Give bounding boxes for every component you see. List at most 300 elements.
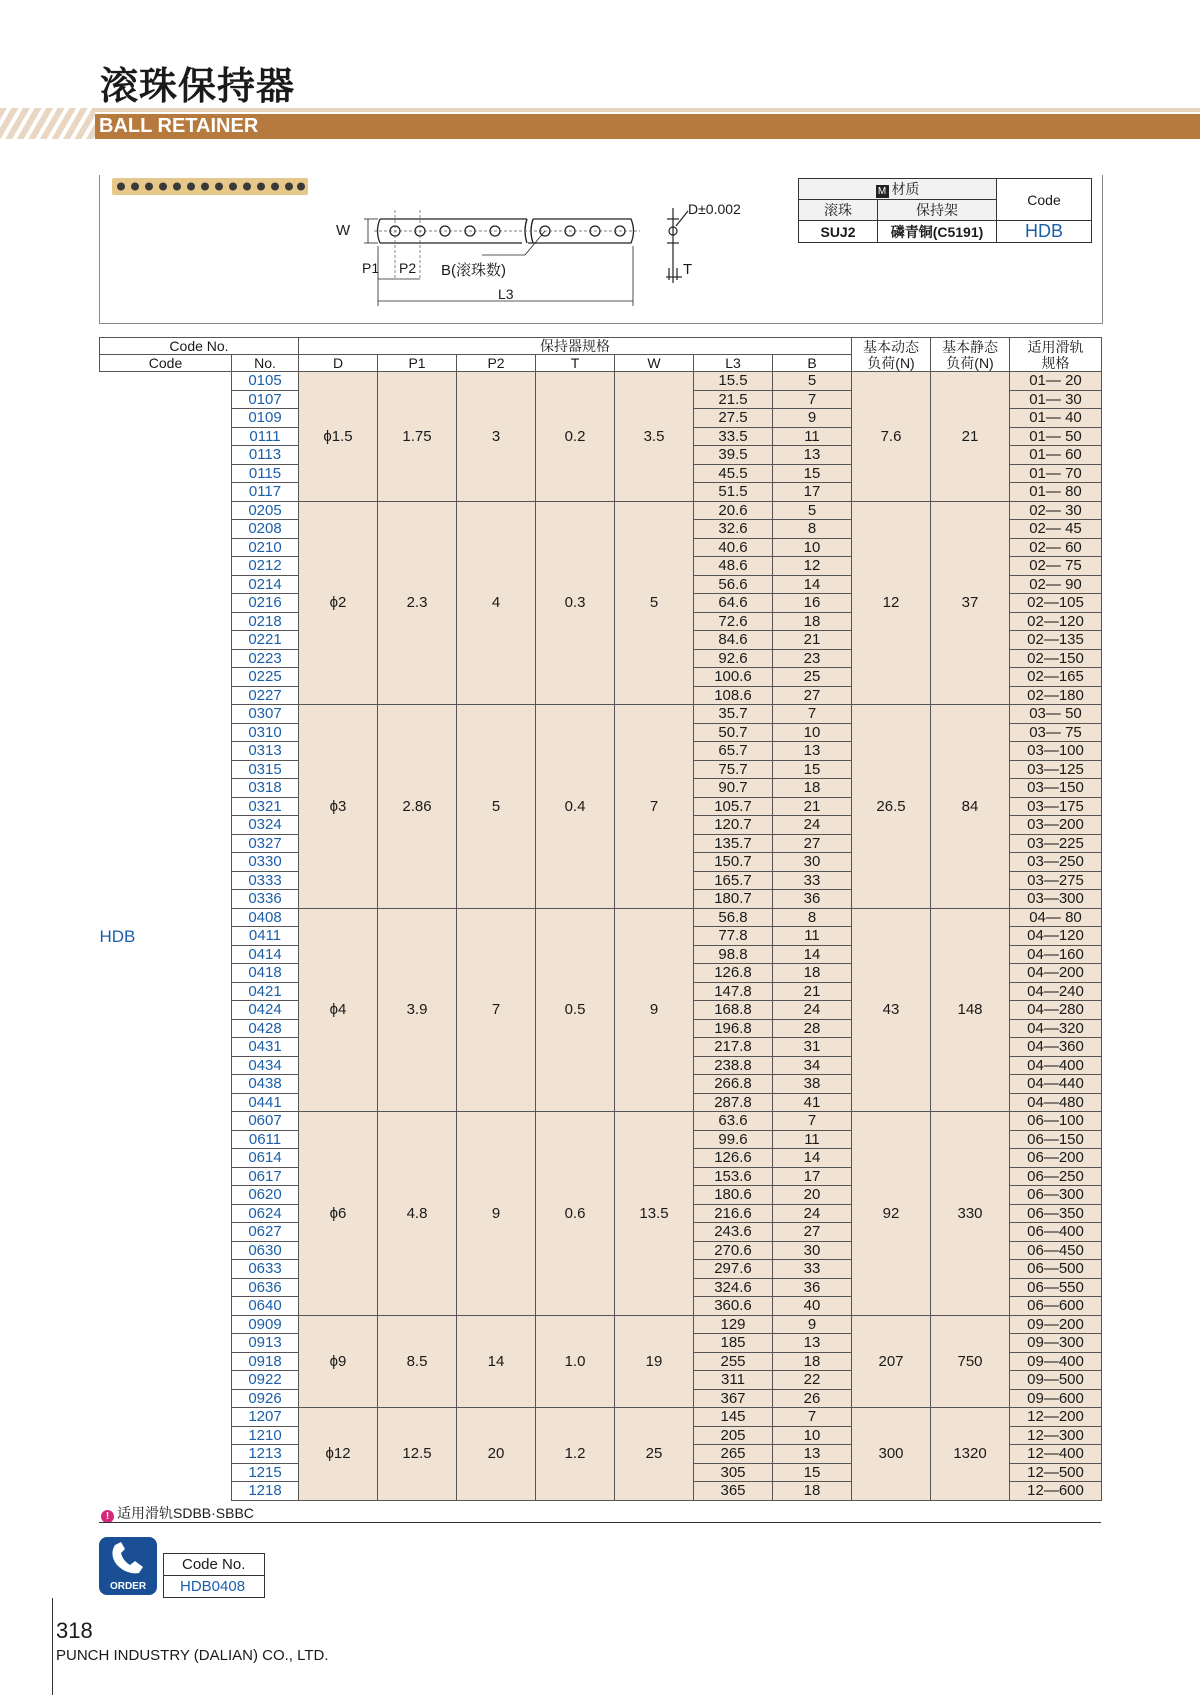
label-l3: L3 bbox=[498, 286, 514, 302]
length-l3: 367 bbox=[694, 1389, 773, 1408]
rail-spec: 04—160 bbox=[1010, 945, 1102, 964]
part-number: 0414 bbox=[232, 945, 299, 964]
part-number: 0205 bbox=[232, 501, 299, 520]
ball-count: 13 bbox=[773, 742, 852, 761]
ball-count: 11 bbox=[773, 927, 852, 946]
cage-header: 保持架 bbox=[878, 200, 997, 221]
ball-count: 14 bbox=[773, 575, 852, 594]
rail-spec: 06—200 bbox=[1010, 1149, 1102, 1168]
ball-count: 18 bbox=[773, 779, 852, 798]
length-l3: 217.8 bbox=[694, 1038, 773, 1057]
company-name: PUNCH INDUSTRY (DALIAN) CO., LTD. bbox=[56, 1647, 329, 1664]
rail-spec: 04—320 bbox=[1010, 1019, 1102, 1038]
pitch-p2: 5 bbox=[457, 705, 536, 909]
rail-spec: 06—500 bbox=[1010, 1260, 1102, 1279]
rail-spec: 03—100 bbox=[1010, 742, 1102, 761]
length-l3: 147.8 bbox=[694, 982, 773, 1001]
label-ball-count: B(滚珠数) bbox=[441, 262, 506, 279]
rail-spec: 01— 70 bbox=[1010, 464, 1102, 483]
ball-count: 30 bbox=[773, 853, 852, 872]
part-number: 0318 bbox=[232, 779, 299, 798]
length-l3: 72.6 bbox=[694, 612, 773, 631]
thickness: 1.2 bbox=[536, 1408, 615, 1501]
rail-spec: 06—300 bbox=[1010, 1186, 1102, 1205]
static-load: 330 bbox=[931, 1112, 1010, 1316]
part-number: 0333 bbox=[232, 871, 299, 890]
rail-spec: 04—240 bbox=[1010, 982, 1102, 1001]
rail-note-text: 适用滑轨SDBB·SBBC bbox=[117, 1505, 254, 1521]
rail-spec: 01— 30 bbox=[1010, 390, 1102, 409]
rail-spec: 06—400 bbox=[1010, 1223, 1102, 1242]
rail-spec: 01— 50 bbox=[1010, 427, 1102, 446]
part-number: 0620 bbox=[232, 1186, 299, 1205]
rail-spec: 06—150 bbox=[1010, 1130, 1102, 1149]
rail-spec: 01— 40 bbox=[1010, 409, 1102, 428]
length-l3: 40.6 bbox=[694, 538, 773, 557]
static-load: 21 bbox=[931, 372, 1010, 502]
rail-spec: 06—450 bbox=[1010, 1241, 1102, 1260]
header-band-light bbox=[0, 108, 1200, 112]
ball-count: 9 bbox=[773, 1315, 852, 1334]
info-icon: ! bbox=[101, 1510, 114, 1523]
label-p2: P2 bbox=[399, 260, 417, 276]
length-l3: 129 bbox=[694, 1315, 773, 1334]
ball-count: 30 bbox=[773, 1241, 852, 1260]
thickness: 1.0 bbox=[536, 1315, 615, 1408]
ball-count: 26 bbox=[773, 1389, 852, 1408]
rail-spec: 02— 30 bbox=[1010, 501, 1102, 520]
ball-count: 24 bbox=[773, 1204, 852, 1223]
part-number: 0113 bbox=[232, 446, 299, 465]
table-row bbox=[100, 372, 1102, 391]
ball-count: 14 bbox=[773, 945, 852, 964]
length-l3: 311 bbox=[694, 1371, 773, 1390]
no-header: No. bbox=[232, 355, 299, 372]
rail-spec: 06—600 bbox=[1010, 1297, 1102, 1316]
part-number: 0640 bbox=[232, 1297, 299, 1316]
part-number: 0630 bbox=[232, 1241, 299, 1260]
rail-spec: 12—200 bbox=[1010, 1408, 1102, 1427]
ball-count: 16 bbox=[773, 594, 852, 613]
static-load: 37 bbox=[931, 501, 1010, 705]
thickness: 0.2 bbox=[536, 372, 615, 502]
ball-count: 20 bbox=[773, 1186, 852, 1205]
rail-spec: 09—300 bbox=[1010, 1334, 1102, 1353]
part-number: 0428 bbox=[232, 1019, 299, 1038]
spec-table-body bbox=[100, 372, 1102, 1501]
label-diameter: D±0.002 bbox=[688, 201, 741, 217]
length-l3: 15.5 bbox=[694, 372, 773, 391]
width: 3.5 bbox=[615, 372, 694, 502]
pitch-p2: 4 bbox=[457, 501, 536, 705]
note-divider bbox=[99, 1522, 1101, 1523]
ball-count: 31 bbox=[773, 1038, 852, 1057]
ball-count: 18 bbox=[773, 612, 852, 631]
pitch-p1: 2.3 bbox=[378, 501, 457, 705]
w-header: W bbox=[615, 355, 694, 372]
ball-diameter: ϕ3 bbox=[299, 705, 378, 909]
length-l3: 243.6 bbox=[694, 1223, 773, 1242]
label-thickness: T bbox=[683, 261, 693, 278]
rail-spec: 04—400 bbox=[1010, 1056, 1102, 1075]
ball-count: 22 bbox=[773, 1371, 852, 1390]
length-l3: 165.7 bbox=[694, 871, 773, 890]
table-row bbox=[100, 1112, 1102, 1131]
series-code: HDB bbox=[99, 926, 136, 946]
length-l3: 65.7 bbox=[694, 742, 773, 761]
ball-count: 24 bbox=[773, 1001, 852, 1020]
label-w: W bbox=[336, 222, 351, 239]
part-number: 0315 bbox=[232, 760, 299, 779]
rail-spec: 03—175 bbox=[1010, 797, 1102, 816]
part-number: 0636 bbox=[232, 1278, 299, 1297]
rail-spec: 03—150 bbox=[1010, 779, 1102, 798]
length-l3: 196.8 bbox=[694, 1019, 773, 1038]
page-number: 318 bbox=[56, 1618, 93, 1643]
part-number: 0313 bbox=[232, 742, 299, 761]
pitch-p2: 9 bbox=[457, 1112, 536, 1316]
part-number: 0424 bbox=[232, 1001, 299, 1020]
ball-count: 8 bbox=[773, 520, 852, 539]
part-number: 0913 bbox=[232, 1334, 299, 1353]
ball-count: 36 bbox=[773, 1278, 852, 1297]
width: 7 bbox=[615, 705, 694, 909]
part-number: 0614 bbox=[232, 1149, 299, 1168]
part-number: 1207 bbox=[232, 1408, 299, 1427]
length-l3: 21.5 bbox=[694, 390, 773, 409]
part-number: 0627 bbox=[232, 1223, 299, 1242]
ball-count: 24 bbox=[773, 816, 852, 835]
length-l3: 153.6 bbox=[694, 1167, 773, 1186]
part-number: 0105 bbox=[232, 372, 299, 391]
part-number: 0227 bbox=[232, 686, 299, 705]
ball-retainer-photo bbox=[112, 176, 312, 198]
length-l3: 324.6 bbox=[694, 1278, 773, 1297]
length-l3: 20.6 bbox=[694, 501, 773, 520]
length-l3: 360.6 bbox=[694, 1297, 773, 1316]
part-number: 0607 bbox=[232, 1112, 299, 1131]
part-number: 0421 bbox=[232, 982, 299, 1001]
length-l3: 126.8 bbox=[694, 964, 773, 983]
rail-spec: 09—600 bbox=[1010, 1389, 1102, 1408]
table-row bbox=[100, 1315, 1102, 1334]
table-row bbox=[100, 705, 1102, 724]
dynamic-load: 300 bbox=[852, 1408, 931, 1501]
b-header: B bbox=[773, 355, 852, 372]
pitch-p1: 1.75 bbox=[378, 372, 457, 502]
ball-count: 7 bbox=[773, 705, 852, 724]
length-l3: 265 bbox=[694, 1445, 773, 1464]
part-number: 0310 bbox=[232, 723, 299, 742]
rail-spec: 04—480 bbox=[1010, 1093, 1102, 1112]
ball-diameter: ϕ1.5 bbox=[299, 372, 378, 502]
length-l3: 287.8 bbox=[694, 1093, 773, 1112]
rail-spec: 03— 75 bbox=[1010, 723, 1102, 742]
part-number: 0411 bbox=[232, 927, 299, 946]
length-l3: 98.8 bbox=[694, 945, 773, 964]
ball-diameter: ϕ9 bbox=[299, 1315, 378, 1408]
material-code: HDB bbox=[997, 221, 1092, 243]
ball-count: 5 bbox=[773, 372, 852, 391]
dynamic-load: 7.6 bbox=[852, 372, 931, 502]
length-l3: 150.7 bbox=[694, 853, 773, 872]
part-number: 0218 bbox=[232, 612, 299, 631]
ball-count: 27 bbox=[773, 834, 852, 853]
code-header: Code bbox=[100, 355, 232, 372]
p2-header: P2 bbox=[457, 355, 536, 372]
part-number: 0307 bbox=[232, 705, 299, 724]
order-code-value: HDB0408 bbox=[164, 1575, 264, 1597]
ball-count: 15 bbox=[773, 464, 852, 483]
part-number: 0418 bbox=[232, 964, 299, 983]
length-l3: 33.5 bbox=[694, 427, 773, 446]
length-l3: 75.7 bbox=[694, 760, 773, 779]
rail-spec: 01— 60 bbox=[1010, 446, 1102, 465]
length-l3: 84.6 bbox=[694, 631, 773, 650]
part-number: 0212 bbox=[232, 557, 299, 576]
rail-spec: 02— 75 bbox=[1010, 557, 1102, 576]
pitch-p1: 8.5 bbox=[378, 1315, 457, 1408]
length-l3: 305 bbox=[694, 1463, 773, 1482]
rail-spec: 06—100 bbox=[1010, 1112, 1102, 1131]
ball-count: 8 bbox=[773, 908, 852, 927]
part-number: 0223 bbox=[232, 649, 299, 668]
length-l3: 255 bbox=[694, 1352, 773, 1371]
dynamic-load: 92 bbox=[852, 1112, 931, 1316]
ball-diameter: ϕ6 bbox=[299, 1112, 378, 1316]
part-number: 0210 bbox=[232, 538, 299, 557]
part-number: 0330 bbox=[232, 853, 299, 872]
length-l3: 120.7 bbox=[694, 816, 773, 835]
part-number: 0918 bbox=[232, 1352, 299, 1371]
rail-spec: 06—350 bbox=[1010, 1204, 1102, 1223]
rail-spec: 02—165 bbox=[1010, 668, 1102, 687]
pitch-p1: 12.5 bbox=[378, 1408, 457, 1501]
rail-spec: 02— 45 bbox=[1010, 520, 1102, 539]
ball-count: 36 bbox=[773, 890, 852, 909]
part-number: 0633 bbox=[232, 1260, 299, 1279]
ball-count: 9 bbox=[773, 409, 852, 428]
part-number: 1215 bbox=[232, 1463, 299, 1482]
part-number: 0926 bbox=[232, 1389, 299, 1408]
part-number: 0909 bbox=[232, 1315, 299, 1334]
ball-count: 18 bbox=[773, 964, 852, 983]
ball-count: 41 bbox=[773, 1093, 852, 1112]
code-header: Code bbox=[997, 179, 1092, 221]
length-l3: 51.5 bbox=[694, 483, 773, 502]
thickness: 0.5 bbox=[536, 908, 615, 1112]
ball-count: 18 bbox=[773, 1352, 852, 1371]
length-l3: 108.6 bbox=[694, 686, 773, 705]
pitch-p2: 7 bbox=[457, 908, 536, 1112]
rail-note bbox=[101, 1503, 254, 1523]
part-number: 0214 bbox=[232, 575, 299, 594]
ball-count: 11 bbox=[773, 427, 852, 446]
length-l3: 238.8 bbox=[694, 1056, 773, 1075]
pitch-p2: 20 bbox=[457, 1408, 536, 1501]
length-l3: 77.8 bbox=[694, 927, 773, 946]
pitch-p1: 2.86 bbox=[378, 705, 457, 909]
spec-header: 保持器规格 bbox=[299, 338, 852, 355]
ball-count: 17 bbox=[773, 1167, 852, 1186]
t-header: T bbox=[536, 355, 615, 372]
order-code-label: Code No. bbox=[182, 1556, 246, 1573]
rail-spec: 12—300 bbox=[1010, 1426, 1102, 1445]
rail-spec: 04—200 bbox=[1010, 964, 1102, 983]
static-load: 1320 bbox=[931, 1408, 1010, 1501]
rail-spec: 09—200 bbox=[1010, 1315, 1102, 1334]
dynamic-load: 43 bbox=[852, 908, 931, 1112]
ball-count: 34 bbox=[773, 1056, 852, 1075]
dynamic-load: 26.5 bbox=[852, 705, 931, 909]
ball-count: 13 bbox=[773, 446, 852, 465]
length-l3: 266.8 bbox=[694, 1075, 773, 1094]
rail-spec: 06—550 bbox=[1010, 1278, 1102, 1297]
width: 5 bbox=[615, 501, 694, 705]
page-title: 滚珠保持器 bbox=[100, 66, 296, 108]
table-row bbox=[100, 1408, 1102, 1427]
rail-spec: 02—120 bbox=[1010, 612, 1102, 631]
ball-count: 13 bbox=[773, 1445, 852, 1464]
rail-spec: 04—120 bbox=[1010, 927, 1102, 946]
rail-spec: 03—125 bbox=[1010, 760, 1102, 779]
width: 19 bbox=[615, 1315, 694, 1408]
width: 9 bbox=[615, 908, 694, 1112]
ball-count: 17 bbox=[773, 483, 852, 502]
length-l3: 105.7 bbox=[694, 797, 773, 816]
ball-count: 7 bbox=[773, 1408, 852, 1427]
dynamic-load: 207 bbox=[852, 1315, 931, 1408]
part-number: 0216 bbox=[232, 594, 299, 613]
rail-spec: 03—250 bbox=[1010, 853, 1102, 872]
static-load: 84 bbox=[931, 705, 1010, 909]
part-number: 0324 bbox=[232, 816, 299, 835]
part-number: 0109 bbox=[232, 409, 299, 428]
part-number: 0107 bbox=[232, 390, 299, 409]
ball-count: 21 bbox=[773, 982, 852, 1001]
length-l3: 50.7 bbox=[694, 723, 773, 742]
width: 25 bbox=[615, 1408, 694, 1501]
part-number: 0624 bbox=[232, 1204, 299, 1223]
dynamic-load: 12 bbox=[852, 501, 931, 705]
ball-count: 21 bbox=[773, 797, 852, 816]
length-l3: 48.6 bbox=[694, 557, 773, 576]
length-l3: 168.8 bbox=[694, 1001, 773, 1020]
ball-count: 18 bbox=[773, 1482, 852, 1501]
ball-count: 21 bbox=[773, 631, 852, 650]
rail-spec: 03—300 bbox=[1010, 890, 1102, 909]
ball-count: 33 bbox=[773, 1260, 852, 1279]
length-l3: 185 bbox=[694, 1334, 773, 1353]
length-l3: 180.7 bbox=[694, 890, 773, 909]
table-row bbox=[100, 501, 1102, 520]
order-icon-label: ORDER bbox=[109, 1581, 147, 1592]
ball-count: 40 bbox=[773, 1297, 852, 1316]
length-l3: 92.6 bbox=[694, 649, 773, 668]
part-number: 0327 bbox=[232, 834, 299, 853]
part-number: 0434 bbox=[232, 1056, 299, 1075]
length-l3: 63.6 bbox=[694, 1112, 773, 1131]
part-number: 0115 bbox=[232, 464, 299, 483]
ball-count: 7 bbox=[773, 1112, 852, 1131]
thickness: 0.3 bbox=[536, 501, 615, 705]
rail-spec: 03—275 bbox=[1010, 871, 1102, 890]
retainer-drawing bbox=[330, 198, 750, 310]
ball-count: 38 bbox=[773, 1075, 852, 1094]
rail-spec: 06—250 bbox=[1010, 1167, 1102, 1186]
ball-diameter: ϕ2 bbox=[299, 501, 378, 705]
part-number: 0922 bbox=[232, 1371, 299, 1390]
footer-rule bbox=[52, 1598, 53, 1695]
pitch-p2: 14 bbox=[457, 1315, 536, 1408]
length-l3: 270.6 bbox=[694, 1241, 773, 1260]
length-l3: 32.6 bbox=[694, 520, 773, 539]
rail-spec: 03— 50 bbox=[1010, 705, 1102, 724]
static-load: 750 bbox=[931, 1315, 1010, 1408]
length-l3: 90.7 bbox=[694, 779, 773, 798]
part-number: 1218 bbox=[232, 1482, 299, 1501]
ball-count: 10 bbox=[773, 1426, 852, 1445]
rail-spec: 02—180 bbox=[1010, 686, 1102, 705]
length-l3: 135.7 bbox=[694, 834, 773, 853]
p1-header: P1 bbox=[378, 355, 457, 372]
ball-count: 25 bbox=[773, 668, 852, 687]
part-number: 0117 bbox=[232, 483, 299, 502]
d-header: D bbox=[299, 355, 378, 372]
rail-spec: 02—135 bbox=[1010, 631, 1102, 650]
ball-diameter: ϕ4 bbox=[299, 908, 378, 1112]
pitch-p1: 3.9 bbox=[378, 908, 457, 1112]
ball-material: SUJ2 bbox=[799, 221, 878, 243]
material-icon: M bbox=[876, 185, 889, 198]
part-number: 0431 bbox=[232, 1038, 299, 1057]
part-number: 0221 bbox=[232, 631, 299, 650]
rail-spec: 04—360 bbox=[1010, 1038, 1102, 1057]
spec-table bbox=[99, 337, 1102, 1501]
ball-count: 15 bbox=[773, 1463, 852, 1482]
rail-spec: 12—600 bbox=[1010, 1482, 1102, 1501]
length-l3: 35.7 bbox=[694, 705, 773, 724]
ball-count: 11 bbox=[773, 1130, 852, 1149]
width: 13.5 bbox=[615, 1112, 694, 1316]
length-l3: 64.6 bbox=[694, 594, 773, 613]
pitch-p2: 3 bbox=[457, 372, 536, 502]
length-l3: 27.5 bbox=[694, 409, 773, 428]
rail-spec: 01— 80 bbox=[1010, 483, 1102, 502]
static-load-header: 基本静态 负荷(N) bbox=[931, 338, 1010, 372]
ball-count: 13 bbox=[773, 1334, 852, 1353]
ball-header: 滚珠 bbox=[799, 200, 878, 221]
length-l3: 39.5 bbox=[694, 446, 773, 465]
rail-spec: 02—105 bbox=[1010, 594, 1102, 613]
rail-spec-header: 适用滑轨 规格 bbox=[1010, 338, 1102, 372]
length-l3: 365 bbox=[694, 1482, 773, 1501]
length-l3: 216.6 bbox=[694, 1204, 773, 1223]
part-number: 1210 bbox=[232, 1426, 299, 1445]
length-l3: 126.6 bbox=[694, 1149, 773, 1168]
ball-diameter: ϕ12 bbox=[299, 1408, 378, 1501]
part-number: 0321 bbox=[232, 797, 299, 816]
part-number: 0225 bbox=[232, 668, 299, 687]
part-number: 0111 bbox=[232, 427, 299, 446]
ball-count: 33 bbox=[773, 871, 852, 890]
rail-spec: 02— 90 bbox=[1010, 575, 1102, 594]
part-number: 0611 bbox=[232, 1130, 299, 1149]
ball-count: 7 bbox=[773, 390, 852, 409]
rail-spec: 03—225 bbox=[1010, 834, 1102, 853]
length-l3: 99.6 bbox=[694, 1130, 773, 1149]
ball-count: 10 bbox=[773, 538, 852, 557]
